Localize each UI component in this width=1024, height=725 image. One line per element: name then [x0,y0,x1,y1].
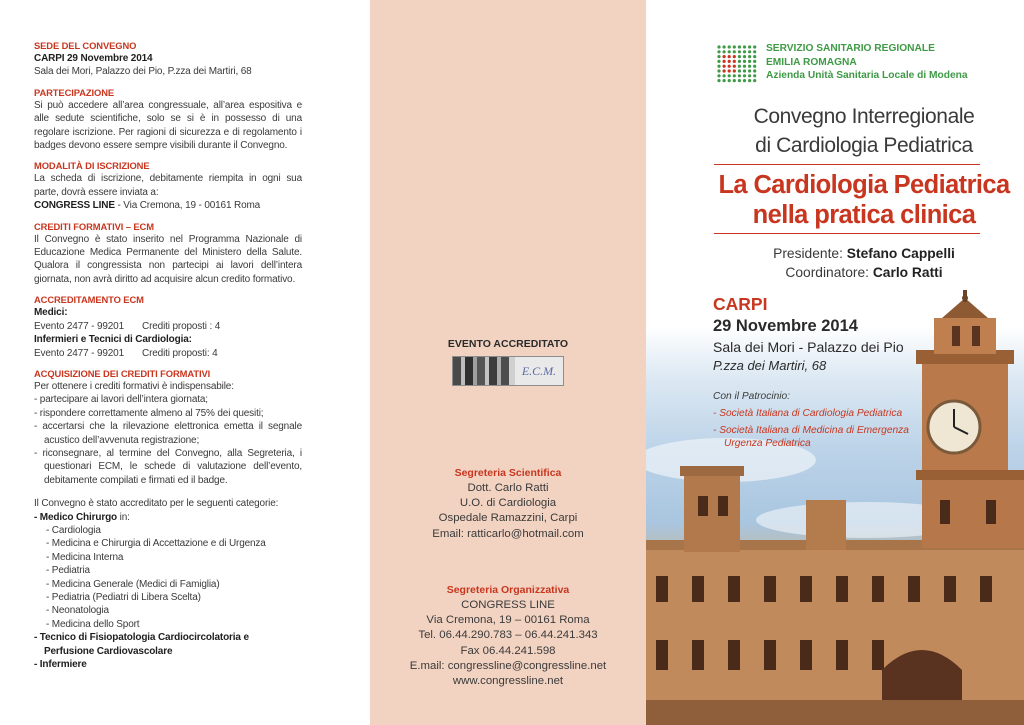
logo-dot [753,69,756,72]
logo-dot [738,50,741,53]
acquisizione-intro: Per ottenere i crediti formativi è indispensabile: [34,380,234,392]
crediti-section [34,221,302,287]
logo-dot [728,79,731,82]
logo-dot [728,55,731,58]
logo-dot [748,55,751,58]
categorie-section: Il Convegno è stato accreditato per le seguenti categorie: - Medico Chirurgo in: - Cardiologia - Medicina e Chirurgia di Accettazione e di Urgenza - Medicina Interna - Pediatria - Medicina Generale (Medici di Famiglia) - Pediatria (Pediatri di Libera Scelta) - Neonatologia - Medicina dello Sport - Tecnico di Fisiopatologia Cardiocircolatoria e Perfusione Cardiovascolare - Infermiere [34,497,302,671]
logo-dot [743,50,746,53]
list-item: - Neonatologia [46,605,109,617]
logo-dot [753,50,756,53]
medici-event: Evento 2477 - 99201 Crediti proposti : 4 [34,320,221,332]
ecm-people-image [453,357,515,385]
logo-dot [743,45,746,48]
logo-dot [723,65,726,68]
categorie-intro: Il Convegno è stato accreditato per le seguenti categorie: [34,498,279,510]
logo-dot [723,60,726,63]
logo-dot [743,55,746,58]
acquisizione-heading: ACQUISIZIONE DEI CREDITI FORMATIVI [34,367,211,379]
logo-dot [717,74,720,77]
logo-dot [717,69,720,72]
logo-dot [753,60,756,63]
logo-dot [717,55,720,58]
list-item: - Pediatria (Pediatri di Libera Scelta) [46,592,201,603]
crediti-heading: CREDITI FORMATIVI – ECM [34,220,154,232]
list-item: - partecipare ai lavori dell’intera giornata; [34,394,208,406]
logo-dot [743,69,746,72]
left-panel [0,0,370,725]
specialita-list [34,524,302,631]
logo-dot [753,45,756,48]
patrocinio-label: Con il Patrocinio: [713,391,791,402]
logo-dot [733,60,736,63]
list-item: - riconsegnare, al termine del Convegno, alla Segreteria, i questionari ECM, le schede di valutazione dell’evento, debitamente compilati e firmati ed il badge. [34,447,302,486]
ecm-logo [452,356,564,386]
organizzativa-line: Via Cremona, 19 – 00161 Roma [426,614,590,627]
logo-dot [738,65,741,68]
coordinatore-name: Carlo Ratti [872,265,943,280]
logo-dot [723,74,726,77]
logo-dot [733,65,736,68]
convegno-title: Convegno Interregionale di Cardiologia Pediatrica [753,105,975,157]
sede-heading: SEDE DEL CONVEGNO [34,40,137,51]
logo-dot [733,50,736,53]
segreteria-organizzativa [370,583,646,689]
logo-dot [733,55,736,58]
logo-dot [728,60,731,63]
list-item: - accertarsi che la rilevazione elettronica emetta il segnale acustico dell’avvenuta registrazione; [34,421,302,446]
logo-dot [733,69,736,72]
iscrizione-text: La scheda di iscrizione, debitamente riempita in ogni sua parte, dovrà essere inviata a: [34,173,302,198]
list-item: - Medicina Generale (Medici di Famiglia) [46,578,220,590]
right-panel [646,0,1024,725]
list-item: - Medicina Interna [46,551,124,563]
list-item: - Pediatria [46,565,90,577]
logo-dot [738,55,741,58]
logo-dot [728,74,731,77]
iscrizione-section [34,160,302,212]
event-date: 29 Novembre 2014 [713,317,858,335]
organizzativa-line: Tel. 06.44.290.783 – 06.44.241.343 [418,629,598,642]
organizzativa-line: Fax 06.44.241.598 [460,644,556,657]
logo-dot [738,60,741,63]
partecipazione-heading: PARTECIPAZIONE [34,86,115,98]
middle-panel [370,0,646,725]
roles: Presidente: Stefano Cappelli Coordinatore: Carlo Ratti [773,246,955,280]
tecnico-label: - Tecnico di Fisiopatologia Cardiocircolatoria e [34,632,249,644]
logo-dot [717,65,720,68]
logo-dot [753,55,756,58]
crediti-text: Il Convegno è stato inserito nel Programma Nazionale di Educazione Medica Permanente del Ministero della Salute. Qualora il congressista non partecipi ai lavori dell’intera giornata, non avrà diritto ad acquisire alcun credito formativo. [34,233,302,285]
logo-dot [717,45,720,48]
logo-dot [748,79,751,82]
scientifica-email[interactable]: Email: ratticarlo@hotmail.com [432,527,584,540]
medico-chirurgo-label: - Medico Chirurgo [34,511,118,523]
logo-dot [728,45,731,48]
infermieri-label: Infermieri e Tecnici di Cardiologia: [34,334,192,346]
event-venue: Sala dei Mori - Palazzo dei Pio P.zza dei Martiri, 68 [713,339,904,373]
ausl-header [766,42,968,83]
evento-accreditato-title: EVENTO ACCREDITATO [447,338,569,350]
organizzativa-website[interactable]: www.congressline.net [452,675,564,688]
logo-dot [728,65,731,68]
logo-dot [728,50,731,53]
presidente-name: Stefano Cappelli [846,246,955,261]
ausl-logo [716,44,758,84]
partecipazione-text: Si può accedere all’area congressuale, all’area espositiva e alle sedute scientifiche, solo se si è in possesso di una regolare iscrizione. Per ragioni di sicurezza e di regolamento i badges devono essere sempre visibili durante il Convegno. [34,99,302,152]
tecnico-label-2: Perfusione Cardiovascolare [44,645,173,657]
logo-dot [733,74,736,77]
patrocinio-item: - Società Italiana di Cardiologia Pediatrica [713,408,903,419]
ausl-line-1: SERVIZIO SANITARIO REGIONALE [766,43,935,54]
logo-dot [723,55,726,58]
logo-dot [753,65,756,68]
ausl-line-2: EMILIA ROMAGNA [766,56,857,68]
logo-dot [753,74,756,77]
logo-dot [723,69,726,72]
ecm-logo-text: E.C.M. [521,363,557,378]
sede-address: Sala dei Mori, Palazzo dei Pio, P.zza dei Martiri, 68 [34,66,252,78]
logo-dot [723,45,726,48]
accreditamento-heading: ACCREDITAMENTO ECM [34,294,144,306]
logo-dot [753,79,756,82]
list-item: - Medicina dello Sport [46,618,140,630]
logo-dot [717,79,720,82]
acquisizione-section [34,368,302,487]
event-address: P.zza dei Martiri, 68 [713,358,827,373]
logo-dot [743,74,746,77]
logo-dot [748,74,751,77]
segreteria-scientifica-heading: Segreteria Scientifica [454,467,562,479]
logo-dot [748,45,751,48]
organizzativa-email[interactable]: E.mail: congressline@congressline.net [409,659,607,672]
infermiere-label: - Infermiere [34,659,87,671]
logo-dot [717,50,720,53]
logo-dot [733,79,736,82]
ausl-line-3: Azienda Unità Sanitaria Locale di Modena [766,70,968,82]
list-item: - Medicina e Chirurgia di Accettazione e di Urgenza [46,538,266,550]
logo-dot [743,65,746,68]
logo-dot [748,65,751,68]
infermieri-event: Evento 2477 - 99201 Crediti proposti: 4 [34,347,218,359]
accreditamento-section [34,294,302,360]
divider-top [714,164,980,165]
list-item: - Cardiologia [46,524,101,536]
main-title: La Cardiologia Pediatrica nella pratica clinica [718,171,1010,229]
logo-dot [748,60,751,63]
divider-bottom [714,233,980,234]
logo-dot [733,45,736,48]
medici-label: Medici: [34,307,68,319]
scientifica-line: Ospedale Ramazzini, Carpi [438,512,578,525]
logo-dot [743,60,746,63]
sede-date: CARPI 29 Novembre 2014 [34,53,153,64]
logo-dot [723,79,726,82]
logo-dot [743,79,746,82]
scientifica-line: U.O. di Cardiologia [459,497,557,510]
scientifica-line: Dott. Carlo Ratti [467,482,549,494]
logo-dot [717,60,720,63]
logo-dot [748,50,751,53]
segreteria-organizzativa-heading: Segreteria Organizzativa [446,584,570,596]
patrocinio-item: - Società Italiana di Medicina di Emergenza Urgenza Pediatrica [713,425,909,449]
iscrizione-org: CONGRESS LINE [34,200,115,212]
sede-section [34,40,302,79]
logo-dot [738,45,741,48]
event-city: CARPI [713,294,768,314]
organizzativa-line: CONGRESS LINE [461,599,555,611]
logo-dot [738,79,741,82]
list-item: - rispondere correttamente almeno al 75% dei quesiti; [34,407,264,419]
logo-dot [738,69,741,72]
acquisizione-list [34,393,302,487]
logo-dot [728,69,731,72]
logo-dot [748,69,751,72]
patrocinio [713,390,923,450]
iscrizione-address: - Via Cremona, 19 - 00161 Roma [114,200,261,212]
partecipazione-section [34,87,302,153]
iscrizione-heading: MODALITÀ DI ISCRIZIONE [34,160,150,172]
logo-dot [723,50,726,53]
logo-dot [738,74,741,77]
segreteria-scientifica [370,466,646,542]
